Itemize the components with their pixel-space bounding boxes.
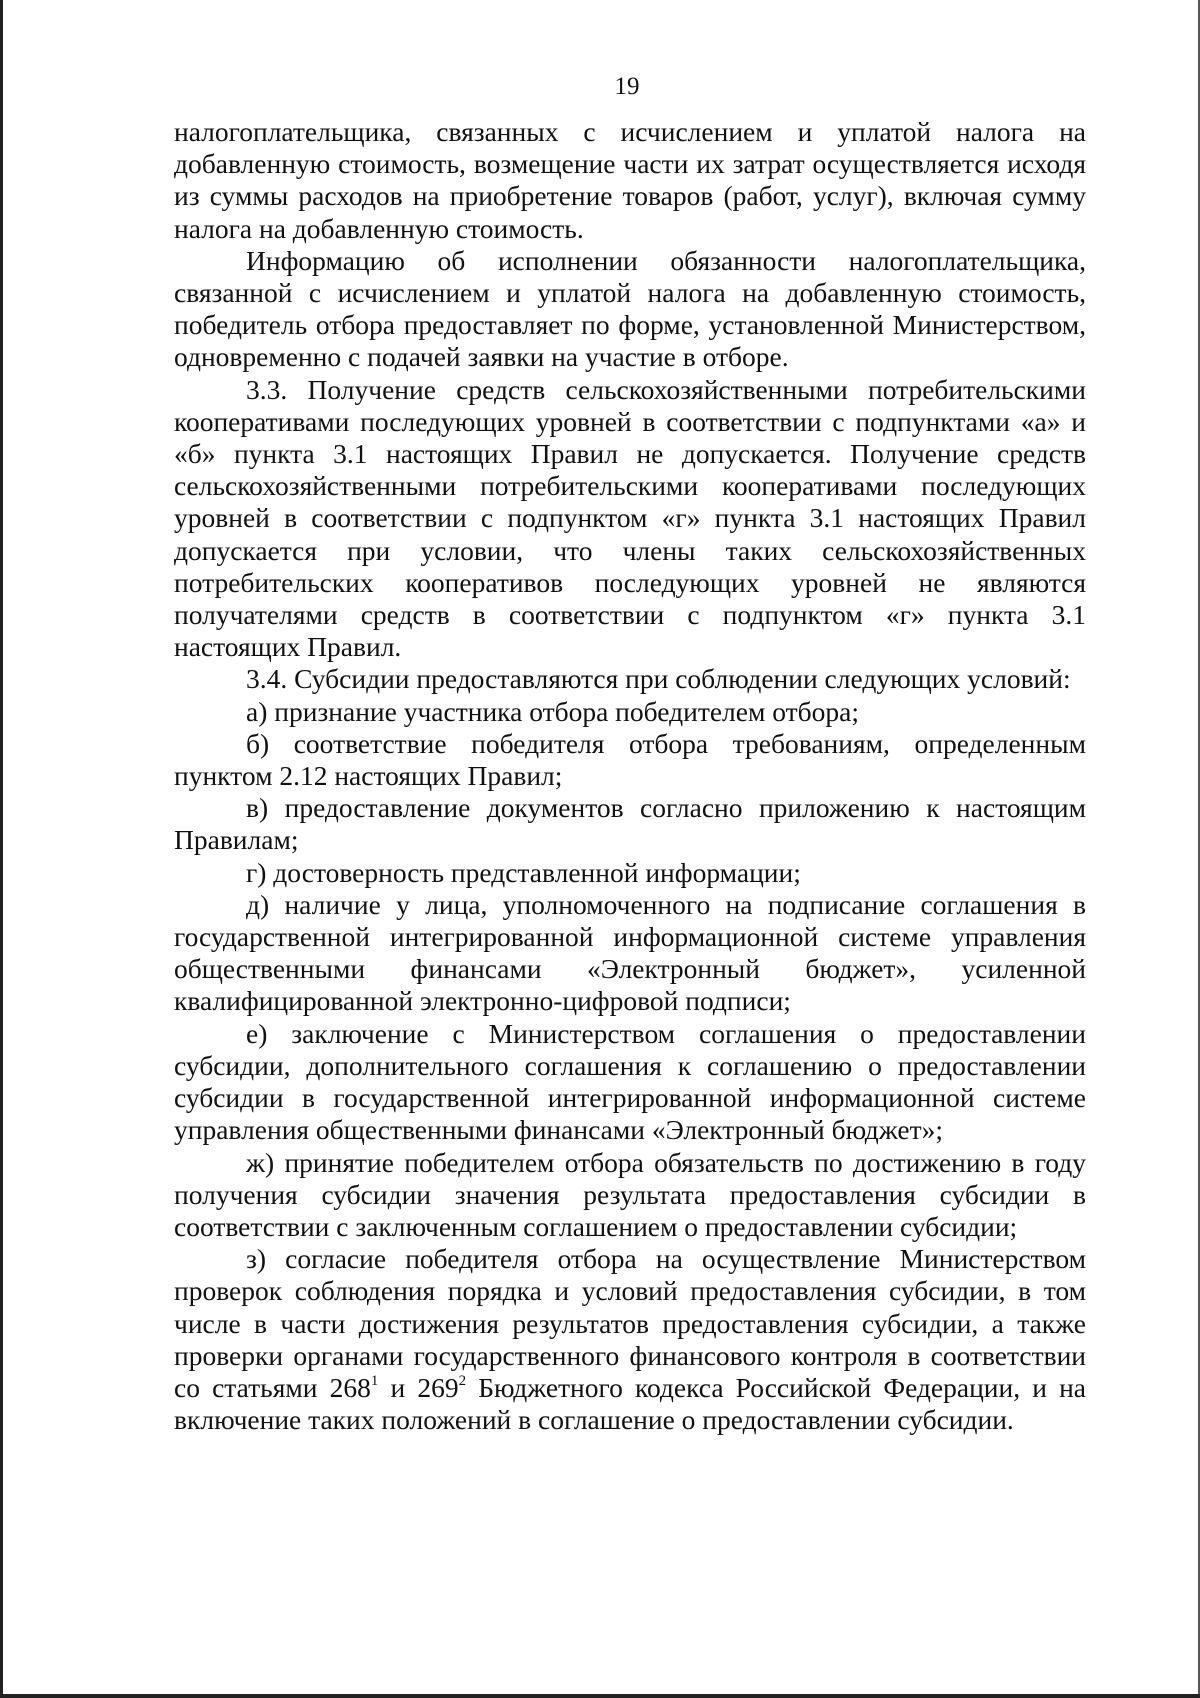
condition-z-text-part-1: з) согласие победителя отбора на осуществление Министерством проверок соблюдения порядка и условий предоставления субсидии, в том числе в части достижения результатов предоставления субсидии, а также проверки органами государственного финансового контроля в соответствии со статьями 268 xyxy=(174,1243,1086,1403)
page-number: 19 xyxy=(614,73,640,100)
condition-g: г) достоверность представленной информации; xyxy=(246,856,801,888)
paragraph-vat-information: Информацию об исполнении обязанности налогоплательщика, связанной с исчислением и уплатой налога на добавленную стоимость, победитель отбора предоставляет по форме, установленной Министерством, одновременно с подачей заявки на участие в отборе. xyxy=(174,244,1086,373)
condition-b: б) соответствие победителя отбора требованиям, определенным пунктом 2.12 настоящих Правил; xyxy=(174,727,1086,792)
article-269-superscript: 2 xyxy=(458,1372,467,1389)
scan-edge-left xyxy=(0,0,3,1698)
condition-zh: ж) принятие победителем отбора обязательств по достижению в году получения субсидии значения результата предоставления субсидии в соответствии с заключенным соглашением о предоставлении субсидии; xyxy=(174,1146,1086,1242)
paragraph-3-3: 3.3. Получение средств сельскохозяйственными потребительскими кооперативами последующих уровней в соответствии с подпунктами «а» и «б» пункта 3.1 настоящих Правил не допускается. Получение средств сельскохозяйственными потребительскими кооперативами последующих уровней в соответствии с подпунктом «г» пункта 3.1 настоящих Правил допускается при условии, что члены таких сельскохозяйственных потребительских кооперативов последующих уровней не являются получателями средств в соответствии с подпунктом «г» пункта 3.1 настоящих Правил. xyxy=(174,373,1086,663)
document-body xyxy=(174,116,1086,1436)
condition-d: д) наличие у лица, уполномоченного на подписание соглашения в государственной интегрированной информационной системе управления общественными финансами «Электронный бюджет», усиленной квалифицированной электронно-цифровой подписи; xyxy=(174,888,1086,1017)
paragraph-3-4: 3.4. Субсидии предоставляются при соблюдении следующих условий: xyxy=(246,663,1071,695)
paragraph-continuation: налогоплательщика, связанных с исчислением и уплатой налога на добавленную стоимость, возмещение части их затрат осуществляется исходя из суммы расходов на приобретение товаров (работ, услуг), включая сумму налога на добавленную стоимость. xyxy=(174,116,1086,244)
condition-e: е) заключение с Министерством соглашения о предоставлении субсидии, дополнительного соглашения к соглашению о предоставлении субсидии в государственной интегрированной информационной системе управления общественными финансами «Электронный бюджет»; xyxy=(174,1017,1086,1146)
condition-z-text-part-2: и 269 xyxy=(378,1371,459,1403)
condition-z xyxy=(174,1243,1086,1436)
condition-a: а) признание участника отбора победителем отбора; xyxy=(246,695,859,727)
condition-z-text-part-3: Бюджетного кодекса Российской Федерации, и на включение таких положений в соглашение о предоставлении субсидии. xyxy=(174,1371,1087,1436)
article-268-superscript: 1 xyxy=(370,1372,379,1389)
scan-edge-bottom xyxy=(0,1694,1200,1698)
condition-v: в) предоставление документов согласно приложению к настоящим Правилам; xyxy=(174,792,1086,856)
